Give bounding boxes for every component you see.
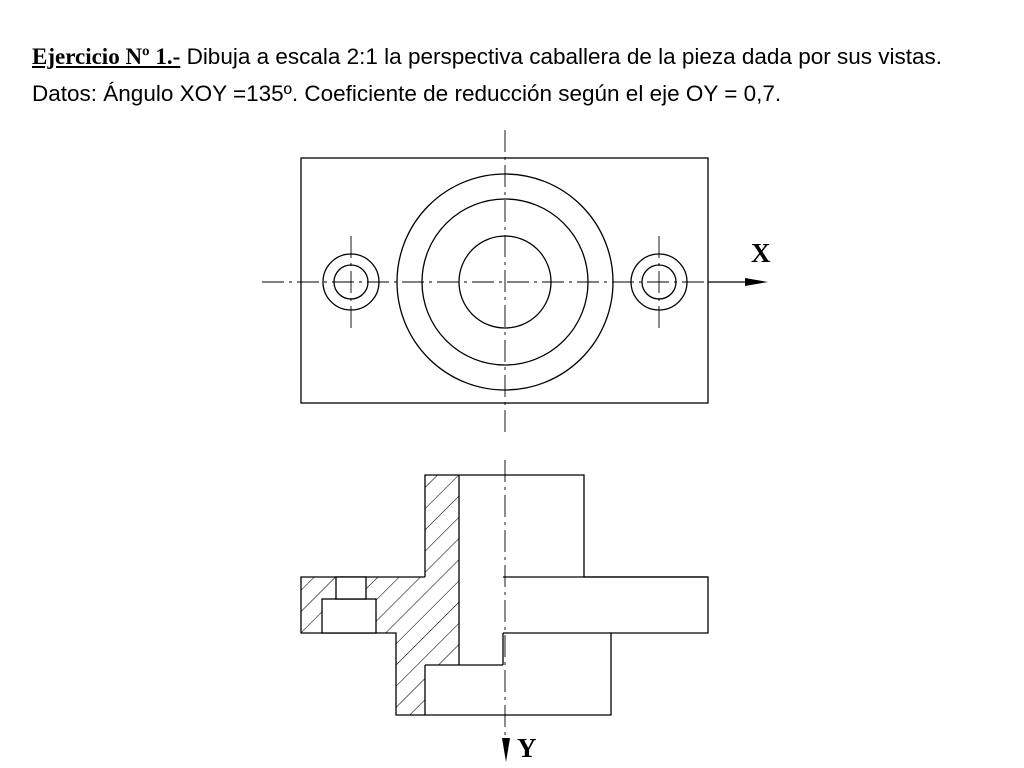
exercise-text: Dibuja a escala 2:1 la perspectiva caballera de la pieza dada por sus vistas. Datos: Ángulo XOY =135º. Coeficiente de reducción según el eje OY = 0,7. [32,44,943,106]
section-hatching [301,475,459,715]
flange-hole [322,599,376,633]
exercise-heading: Ejercicio Nº 1.- [32,44,181,69]
y-axis-arrow [502,738,510,762]
hatched-left-body [301,475,459,715]
plan-outline [301,158,708,403]
flange-hole-counterbore [336,577,366,599]
section-view [301,475,708,715]
x-axis-arrow [708,278,768,286]
y-axis-label: Y [517,733,537,763]
plan-view [301,158,708,403]
x-axis-label: X [751,238,771,268]
